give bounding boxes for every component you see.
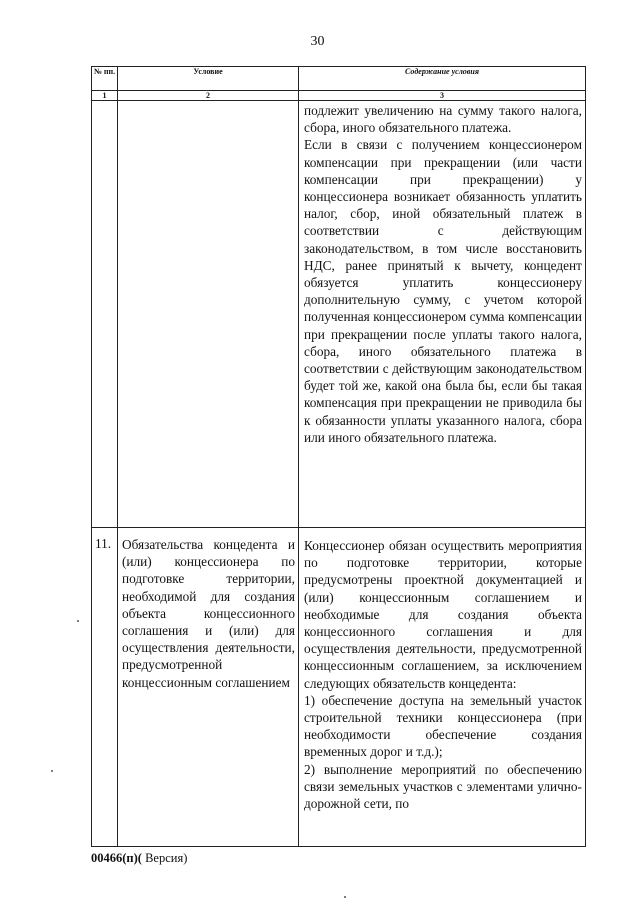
content-paragraph: подлежит увеличению на сумму такого налога, сбора, иного обязательного платежа. bbox=[304, 103, 582, 136]
content-paragraph: 2) выполнение мероприятий по обеспечению связи земельных участков с элементами улично-дорожной сети, по bbox=[304, 761, 582, 812]
scan-speck bbox=[51, 770, 53, 772]
document-footer bbox=[91, 851, 187, 866]
header-num: № пп. bbox=[92, 67, 118, 91]
content-paragraph: Если в связи с получением концессионером компенсации при прекращении (или части компенсации при прекращении) у концессионера возникает обязанность уплатить налог, сбор, иной обязательный платеж в соответствии с действующим законодательством, в том числе восстановить НДС, ранее принятый к вычету, концедент обязуется уплатить концессионеру дополнительную сумму, с учетом которой полученная концессионером сумма компенсации при прекращении после уплаты такого налога, сбора, иного обязательного платежа в соответствии с действующим законодательством будет той же, какой она была бы, если бы такая компенсация при прекращении не приводила бы к обязанности уплаты указанного налога, сбора или иного обязательного платежа. bbox=[304, 137, 582, 445]
column-number-row bbox=[92, 91, 586, 101]
document-code: 00466(п)( bbox=[91, 851, 142, 865]
column-number-2: 2 bbox=[118, 91, 299, 101]
table-row bbox=[92, 528, 586, 847]
table-row bbox=[92, 101, 586, 528]
table-header-row bbox=[92, 67, 586, 91]
conditions-table bbox=[91, 66, 586, 847]
row-condition: Обязательства концедента и (или) концессионера по подготовке территории, необходимой для создания объекта концессионного соглашения и (или) для осуществления деятельности, предусмотренной концессионным соглашением bbox=[118, 528, 299, 847]
page-number: 30 bbox=[310, 34, 325, 49]
scan-speck bbox=[344, 896, 346, 898]
header-content: Содержание условия bbox=[299, 67, 586, 91]
row-index bbox=[92, 101, 118, 528]
row-content bbox=[299, 528, 586, 847]
document-version: Версия) bbox=[141, 851, 188, 865]
scan-speck bbox=[77, 620, 79, 622]
row-content bbox=[299, 101, 586, 528]
column-number-3: 3 bbox=[299, 91, 586, 101]
row-condition bbox=[118, 101, 299, 528]
content-paragraph: 1) обеспечение доступа на земельный участок строительной техники концессионера (при необходимости обеспечение создания временных дорог и т.д.); bbox=[304, 692, 582, 760]
header-condition: Условие bbox=[118, 67, 299, 91]
column-number-1: 1 bbox=[92, 91, 118, 101]
row-index: 11. bbox=[92, 528, 118, 847]
content-paragraph: Концессионер обязан осуществить мероприятия по подготовке территории, которые предусмотрены проектной документацией и (или) концессионным соглашением и необходимые для создания объекта концессионного соглашения и для осуществления деятельности, предусмотренной концессионным соглашением, за исключением следующих обязательств концедента: bbox=[304, 538, 582, 691]
